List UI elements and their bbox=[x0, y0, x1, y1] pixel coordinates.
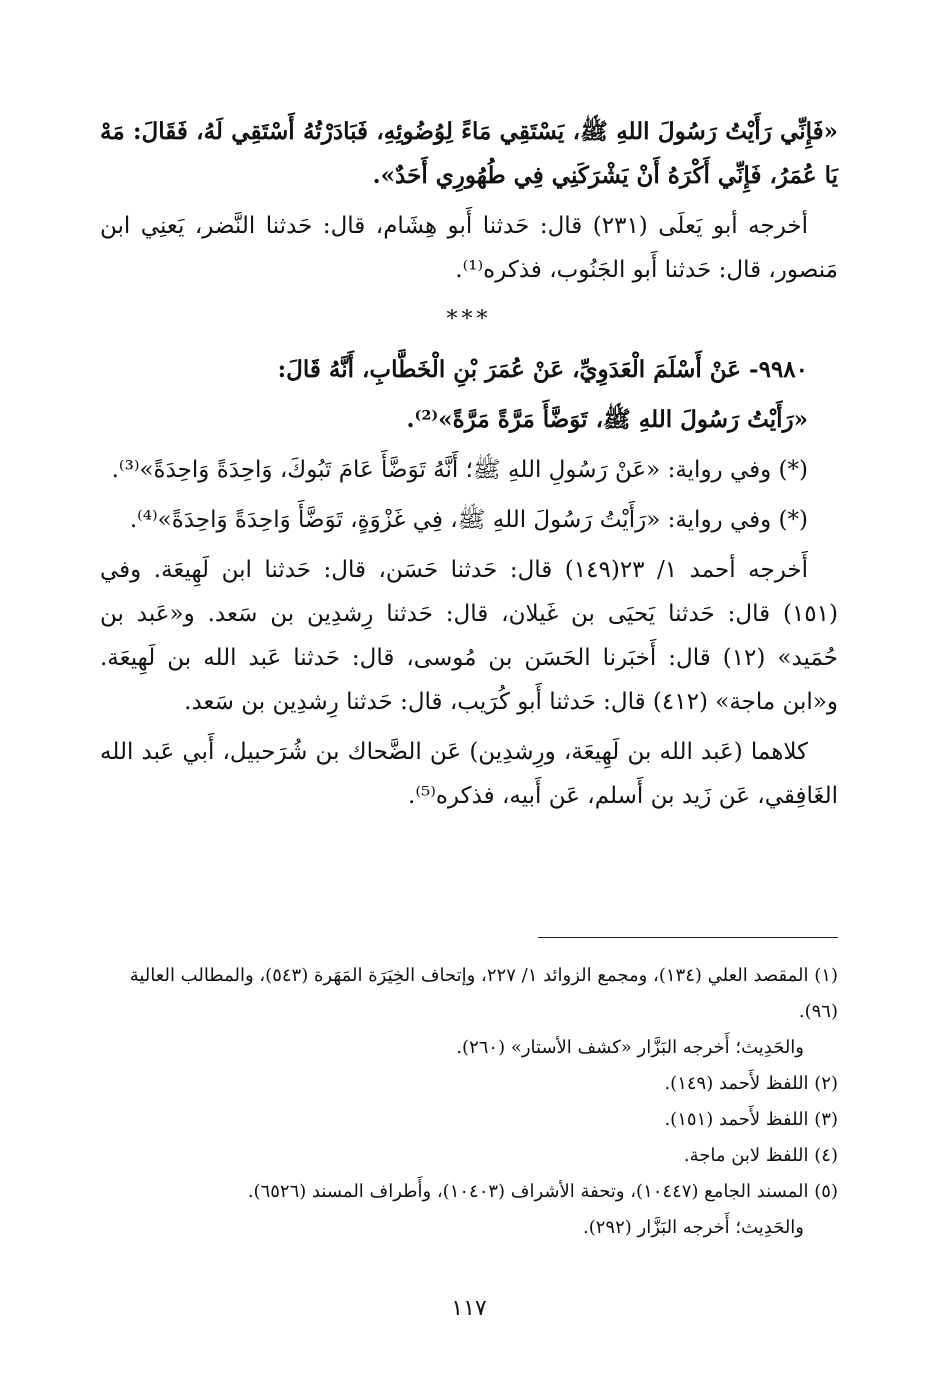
hadith-heading: ٩٩٨٠- عَنْ أَسْلَمَ الْعَدَوِيِّ، عَنْ عُمَرَ بْنِ الْخَطَّابِ، أَنَّهُ قَالَ: bbox=[277, 356, 808, 383]
footnote-1-continuation: والحَدِيث؛ أَخرجه البَزَّار «كشف الأستار» (٢٦٠). bbox=[456, 1037, 804, 1058]
footnote-4: (٤) اللفظ لابن ماجة. bbox=[683, 1145, 838, 1166]
footnote-5: (٥) المسند الجامع (١٠٤٤٧)، وتحفة الأشراف (١٠٤٠٣)، وأَطراف المسند (٦٥٢٦). bbox=[247, 1181, 838, 1202]
footnotes bbox=[100, 958, 838, 1246]
footnote-3: (٣) اللفظ لأَحمد (١٥١). bbox=[664, 1109, 838, 1130]
takhrij-paragraph-3: كلاهما (عَبد الله بن لَهِيعَة، ورِشدِين) عَن الضَّحاك بن شُرَحبيل، أَبي عَبد الله الغَافِقي، عَن زَيد بن أَسلم، عَن أَبيه، فذكره⁽⁵⁾. bbox=[100, 739, 838, 809]
main-text bbox=[100, 110, 838, 824]
footnote-divider bbox=[538, 937, 838, 938]
takhrij-paragraph-2: أَخرجه أحمد ١/ ٢٣(١٤٩) قال: حَدثنا حَسَن، قال: حَدثنا ابن لَهِيعَة. وفي (١٥١) قال: حَدثنا يَحيَى بن غَيلان، قال: حَدثنا رِشدِين بن سَعد. و«عَبد بن حُمَيد» (١٢) قال: أَخبَرنا الحَسَن بن مُوسى، قال: حَدثنا عَبد الله بن لَهِيعَة. و«ابن ماجة» (٤١٢) قال: حَدثنا أَبو كُرَيب، قال: حَدثنا رِشدِين بن سَعد. bbox=[100, 557, 838, 715]
page-number: ١١٧ bbox=[451, 1296, 487, 1321]
riwaya-2: (*) وفي رواية: «رَأَيْتُ رَسُولَ اللهِ ﷺ، فِي غَزْوَةٍ، تَوَضَّأَ وَاحِدَةً وَاحِدَةً»⁽⁴⁾. bbox=[129, 507, 808, 533]
footnote-1: (١) المقصد العلي (١٣٤)، ومجمع الزوائد ١/ ٢٢٧، وإتحاف الخِيَرَة المَهَرة (٥٤٣)، والمطالب العالية (٩٦). bbox=[129, 965, 838, 1022]
section-separator: *** bbox=[446, 307, 492, 332]
hadith-text: «رَأَيْتُ رَسُولَ اللهِ ﷺ، تَوَضَّأَ مَرَّةً مَرَّةً»⁽²⁾. bbox=[406, 406, 808, 433]
quote-continuation: «فَإِنِّي رَأَيْتُ رَسُولَ اللهِ ﷺ، يَسْتَقِي مَاءً لِوُضُوئِهِ، فَبَادَرْتُهُ أَسْتَقِي لَهُ، فَقَالَ: مَهْ يَا عُمَرُ، فَإِنِّي أَكْرَهُ أَنْ يَشْرَكَنِي فِي طُهُورِي أَحَدٌ». bbox=[100, 118, 838, 189]
takhrij-paragraph-1: أخرجه أبو يَعلَى (٢٣١) قال: حَدثنا أَبو هِشَام، قال: حَدثنا النَّضر، يَعنِي ابن مَنصور، قال: حَدثنا أَبو الجَنُوب، فذكره⁽¹⁾. bbox=[100, 213, 838, 283]
riwaya-1: (*) وفي رواية: «عَنْ رَسُولِ اللهِ ﷺ؛ أَنَّهُ تَوَضَّأَ عَامَ تَبُوكَ، وَاحِدَةً وَاحِدَةً»⁽³⁾. bbox=[111, 457, 808, 483]
footnote-2: (٢) اللفظ لأَحمد (١٤٩). bbox=[664, 1073, 838, 1094]
footnote-5-continuation: والحَدِيث؛ أَخرجه البَزَّار (٢٩٢). bbox=[583, 1217, 804, 1238]
